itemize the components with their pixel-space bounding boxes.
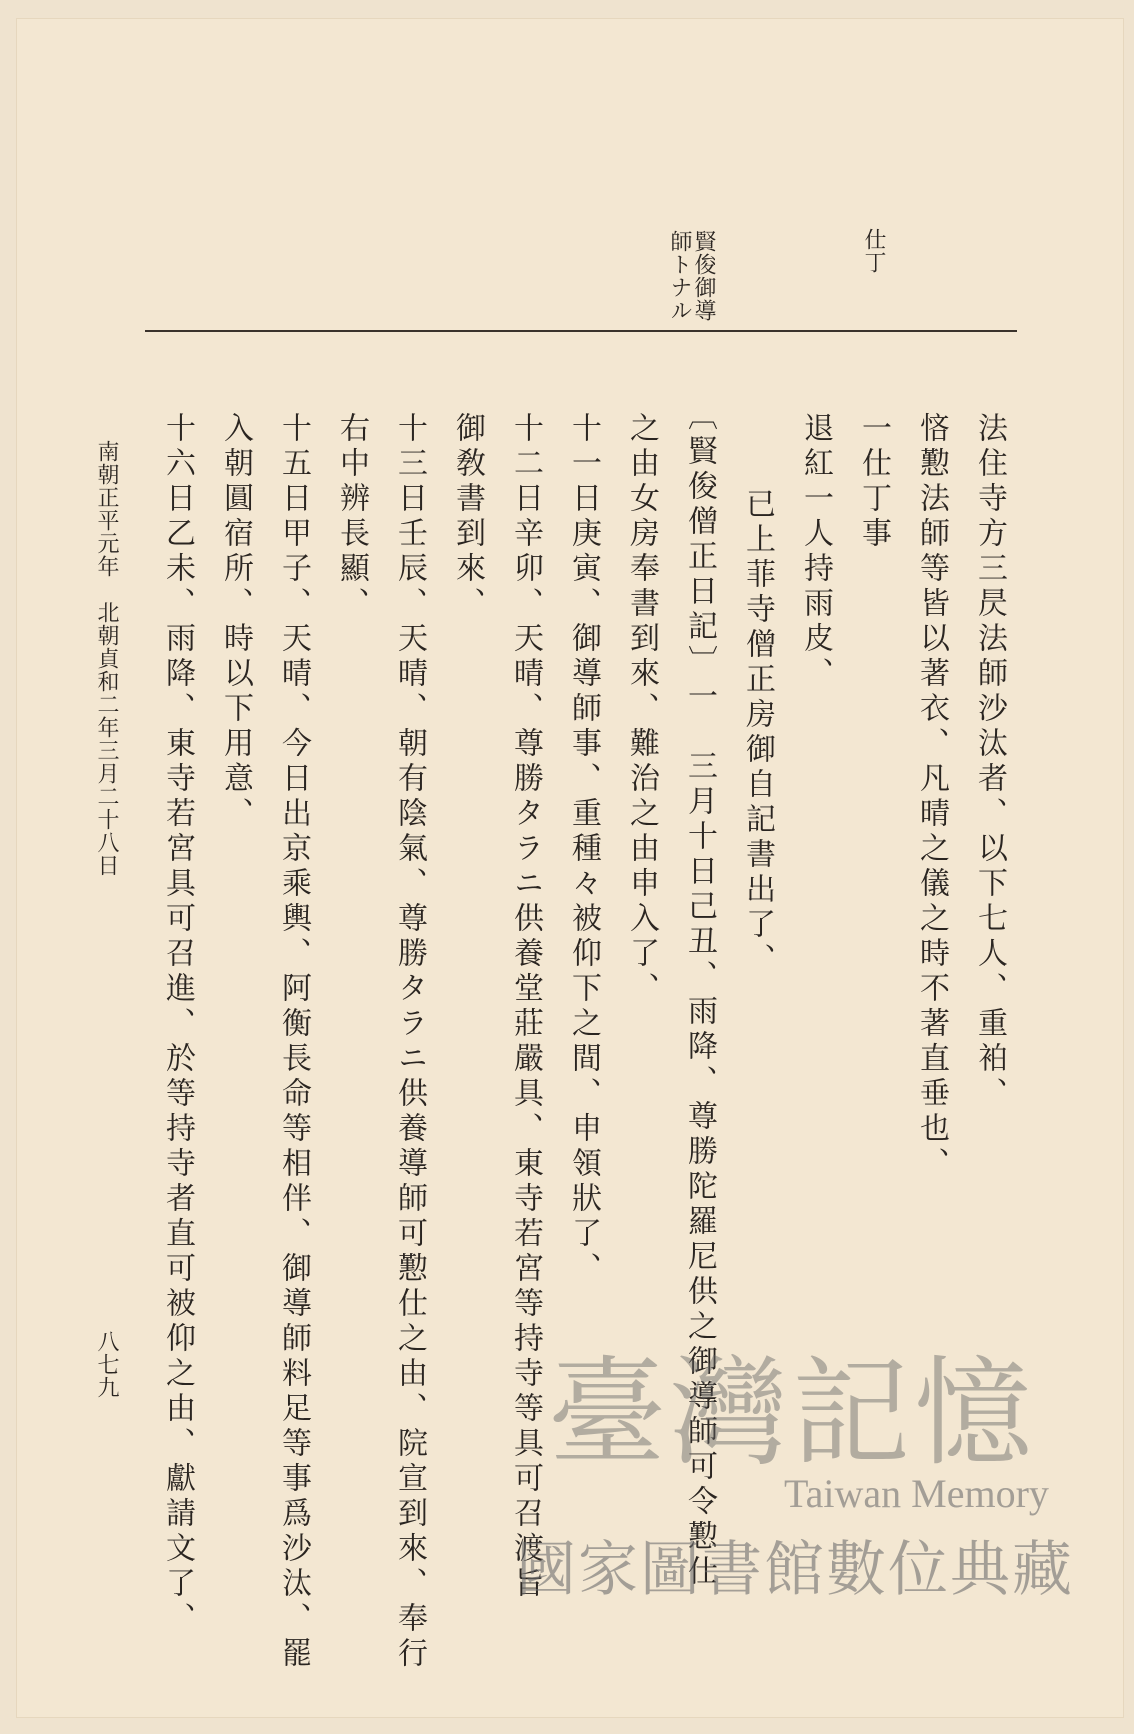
text-column-15: 十六日乙未、雨降、東寺若宮具可召進、於等持寺者直可被仰之由、獻請文了、 <box>160 412 195 1637</box>
watermark-calligraphy: 臺灣記憶 <box>548 1344 1037 1482</box>
text-column-13: 十五日甲子、天晴、今日出京乘輿、阿衡長命等相伴、御導師料足等事爲沙汰、罷 <box>276 412 311 1672</box>
text-column-1: 法住寺方三昃法師沙汰者、以下七人、重袙、 <box>972 412 1007 1112</box>
text-column-11: 十三日壬辰、天晴、朝有陰氣、尊勝タラニ供養導師可懃仕之由、院宣到來、奉行 <box>392 412 427 1672</box>
text-column-10: 御敎書到來、 <box>450 412 485 622</box>
header-note-shichou: 仕丁 <box>861 228 886 274</box>
running-head: 南朝正平元年 北朝貞和二年三月二十八日 <box>94 440 119 877</box>
text-column-9: 十二日辛卯、天晴、尊勝タラニ供養堂莊嚴具、東寺若宮等持寺等具可召渡旨 <box>508 412 543 1602</box>
header-note-kenshun-1: 賢俊御導 <box>691 230 716 322</box>
text-column-7: 之由女房奉書到來、難治之由申入了、 <box>624 412 659 1007</box>
header-note-kenshun-2: 師トナル <box>667 230 692 322</box>
text-column-3: 一仕丁事 <box>856 412 891 552</box>
text-column-5: 已上菲寺僧正房御自記書出了、 <box>740 488 775 978</box>
text-column-8: 十一日庚寅、御導師事、重種々被仰下之間、申領狀了、 <box>566 412 601 1287</box>
header-rule <box>145 330 1017 332</box>
text-column-6: 〔賢俊僧正日記〕一 三月十日己丑、雨降、尊勝陀羅尼供之御導師可令懃仕 <box>682 400 717 1590</box>
text-column-14: 入朝圓宿所、時以下用意、 <box>218 412 253 832</box>
text-column-12: 右中辨長顯、 <box>334 412 369 622</box>
page-number: 八七九 <box>94 1330 119 1399</box>
text-column-4: 退紅一人持雨皮、 <box>798 412 833 692</box>
text-column-2: 悋懃法師等皆以著衣、凡晴之儀之時不著直垂也、 <box>914 412 949 1182</box>
watermark-english: Taiwan Memory <box>784 1471 1049 1516</box>
watermark-institution: 國家圖書館數位典藏 <box>516 1535 1074 1605</box>
